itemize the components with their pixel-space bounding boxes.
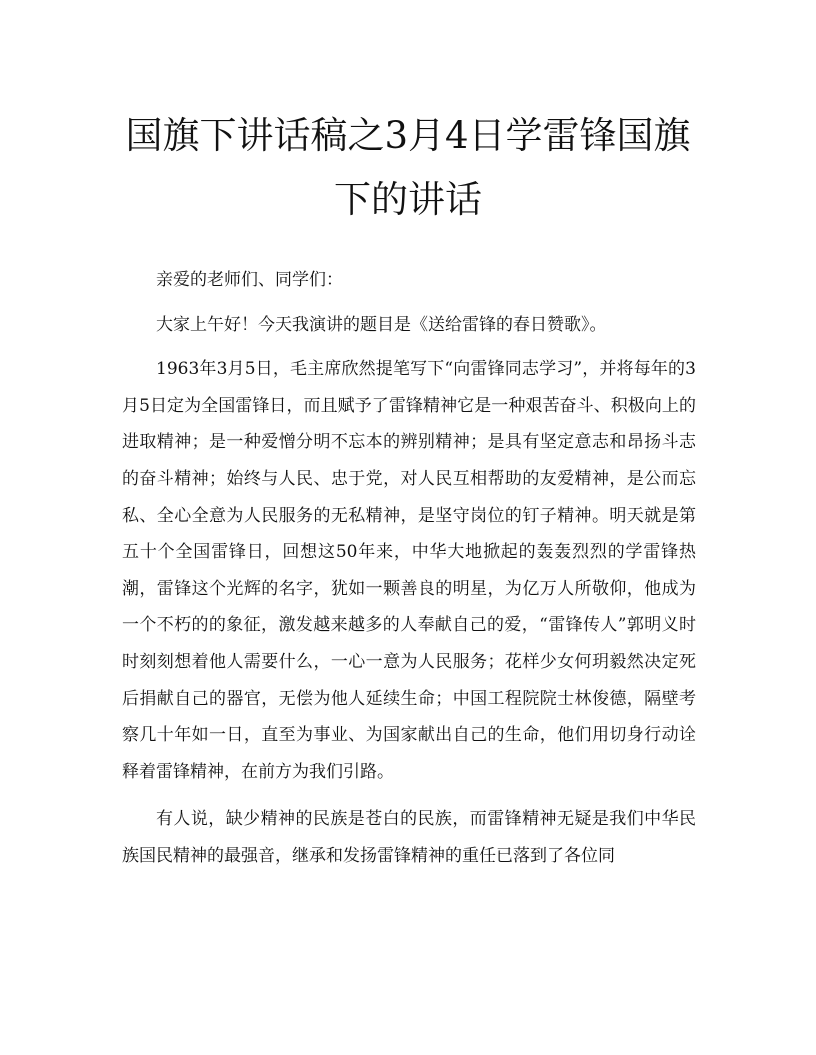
document-title: 国旗下讲话稿之3月4日学雷锋国旗下的讲话 <box>125 114 691 221</box>
document-body <box>122 262 696 886</box>
paragraph-greeting: 亲爱的老师们、同学们： <box>156 270 343 290</box>
paragraph-closing: 有人说，缺少精神的民族是苍白的民族，而雷锋精神无疑是我们中华民族国民精神的最强音，继承和发扬雷锋精神的重任已落到了各位同 <box>122 809 696 866</box>
paragraph-intro: 大家上午好！今天我演讲的题目是《送给雷锋的春日赞歌》。 <box>156 314 607 335</box>
paragraph-main: 1963年3月5日，毛主席欣然提笔写下“向雷锋同志学习”，并将每年的3月5日定为全国雷锋日，而且赋予了雷锋精神它是一种艰苦奋斗、积极向上的进取精神；是一种爱憎分明不忘本的辨别精神；是具有坚定意志和昂扬斗志的奋斗精神；始终与人民、忠于党，对人民互相帮助的友爱精神，是公而忘私、全心全意为人民服务的无私精神，是坚守岗位的钉子精神。明天就是第五十个全国雷锋日，回想这50年来，中华大地掀起的轰轰烈烈的学雷锋热潮，雷锋这个光辉的名字，犹如一颗善良的明星，为亿万人所敬仰，他成为一个不朽的的象征，激发越来越多的人奉献自己的爱，“雷锋传人”郭明义时时刻刻想着他人需要什么，一心一意为人民服务；花样少女何玥毅然决定死后捐献自己的器官，无偿为他人延续生命；中国工程院院士林俊德，隔壁考察几十年如一日，直至为事业、为国家献出自己的生命，他们用切身行动诠释着雷锋精神，在前方为我们引路。 <box>122 359 696 782</box>
